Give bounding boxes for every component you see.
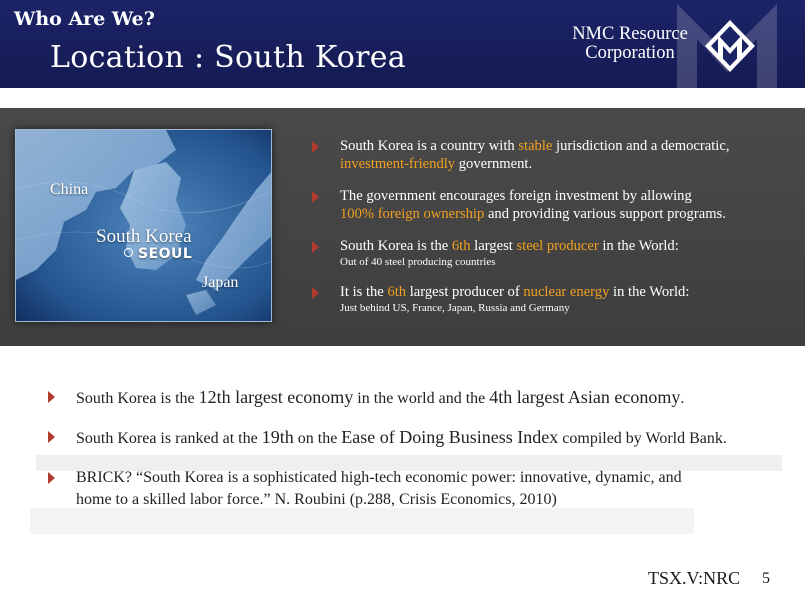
highlight-text: investment-friendly bbox=[340, 156, 456, 172]
bullet-arrow-icon bbox=[312, 191, 319, 203]
lower-bullet: South Korea is ranked at the 19th on the Ease of Doing Business Index compiled by World Bank. bbox=[48, 426, 798, 450]
bullet-subnote: Just behind US, France, Japan, Russia and Germany bbox=[340, 302, 570, 314]
lower-bullet: South Korea is the 12th largest economy in the world and the 4th largest Asian economy. bbox=[48, 386, 798, 410]
panel-bullet: South Korea is a country with stable jurisdiction and a democratic, investment-friendly government. bbox=[312, 137, 782, 173]
highlight-text: nuclear energy bbox=[523, 284, 610, 300]
map-label-south-korea: South Korea bbox=[96, 226, 192, 247]
bullet-arrow-icon bbox=[312, 141, 319, 153]
panel-bullet: It is the 6th largest producer of nuclear energy in the World: Just behind US, France, Japan, Russia and Germany bbox=[312, 283, 782, 315]
bullet-subnote: Out of 40 steel producing countries bbox=[340, 256, 496, 268]
map-label-japan: Japan bbox=[202, 274, 239, 291]
highlight-text: 6th bbox=[451, 238, 471, 254]
bullet-arrow-icon bbox=[48, 391, 55, 403]
panel-bullet: The government encourages foreign investment by allowing 100% foreign ownership and providing various support programs. bbox=[312, 187, 782, 223]
slide-title: Location : South Korea bbox=[50, 40, 406, 75]
nmc-m-logo-icon bbox=[703, 18, 757, 74]
company-name bbox=[556, 25, 704, 63]
panel-bullet-list bbox=[312, 137, 782, 315]
panel-bullet: South Korea is the 6th largest steel producer in the World: Out of 40 steel producing countries bbox=[312, 237, 782, 269]
highlight-text: 100% foreign ownership bbox=[340, 206, 485, 222]
korea-map-image bbox=[15, 129, 272, 322]
bullet-arrow-icon bbox=[312, 241, 319, 253]
lower-bullet-quote: BRICK? “South Korea is a sophisticated high-tech economic power: innovative, dynamic, and home to a skilled labor force.” N. Roubini (p.288, Crisis Economics, 2010) bbox=[48, 467, 798, 511]
company-name-line2: Corporation bbox=[585, 43, 675, 63]
bullet-arrow-icon bbox=[48, 431, 55, 443]
section-title: Who Are We? bbox=[14, 8, 155, 30]
page-number: 5 bbox=[762, 570, 770, 587]
map-label-seoul: SEOUL bbox=[138, 246, 193, 262]
header-band bbox=[0, 0, 805, 88]
highlight-text: 6th bbox=[387, 284, 407, 300]
map-label-china: China bbox=[50, 181, 89, 198]
ticker-symbol: TSX.V:NRC bbox=[648, 568, 741, 588]
highlight-text: steel producer bbox=[516, 238, 599, 254]
highlight-text: stable bbox=[518, 138, 553, 154]
company-name-line1: NMC Resource bbox=[572, 24, 688, 44]
bullet-arrow-icon bbox=[48, 472, 55, 484]
quote-background bbox=[30, 508, 694, 534]
bullet-arrow-icon bbox=[312, 287, 319, 299]
seoul-marker-icon bbox=[124, 248, 133, 257]
